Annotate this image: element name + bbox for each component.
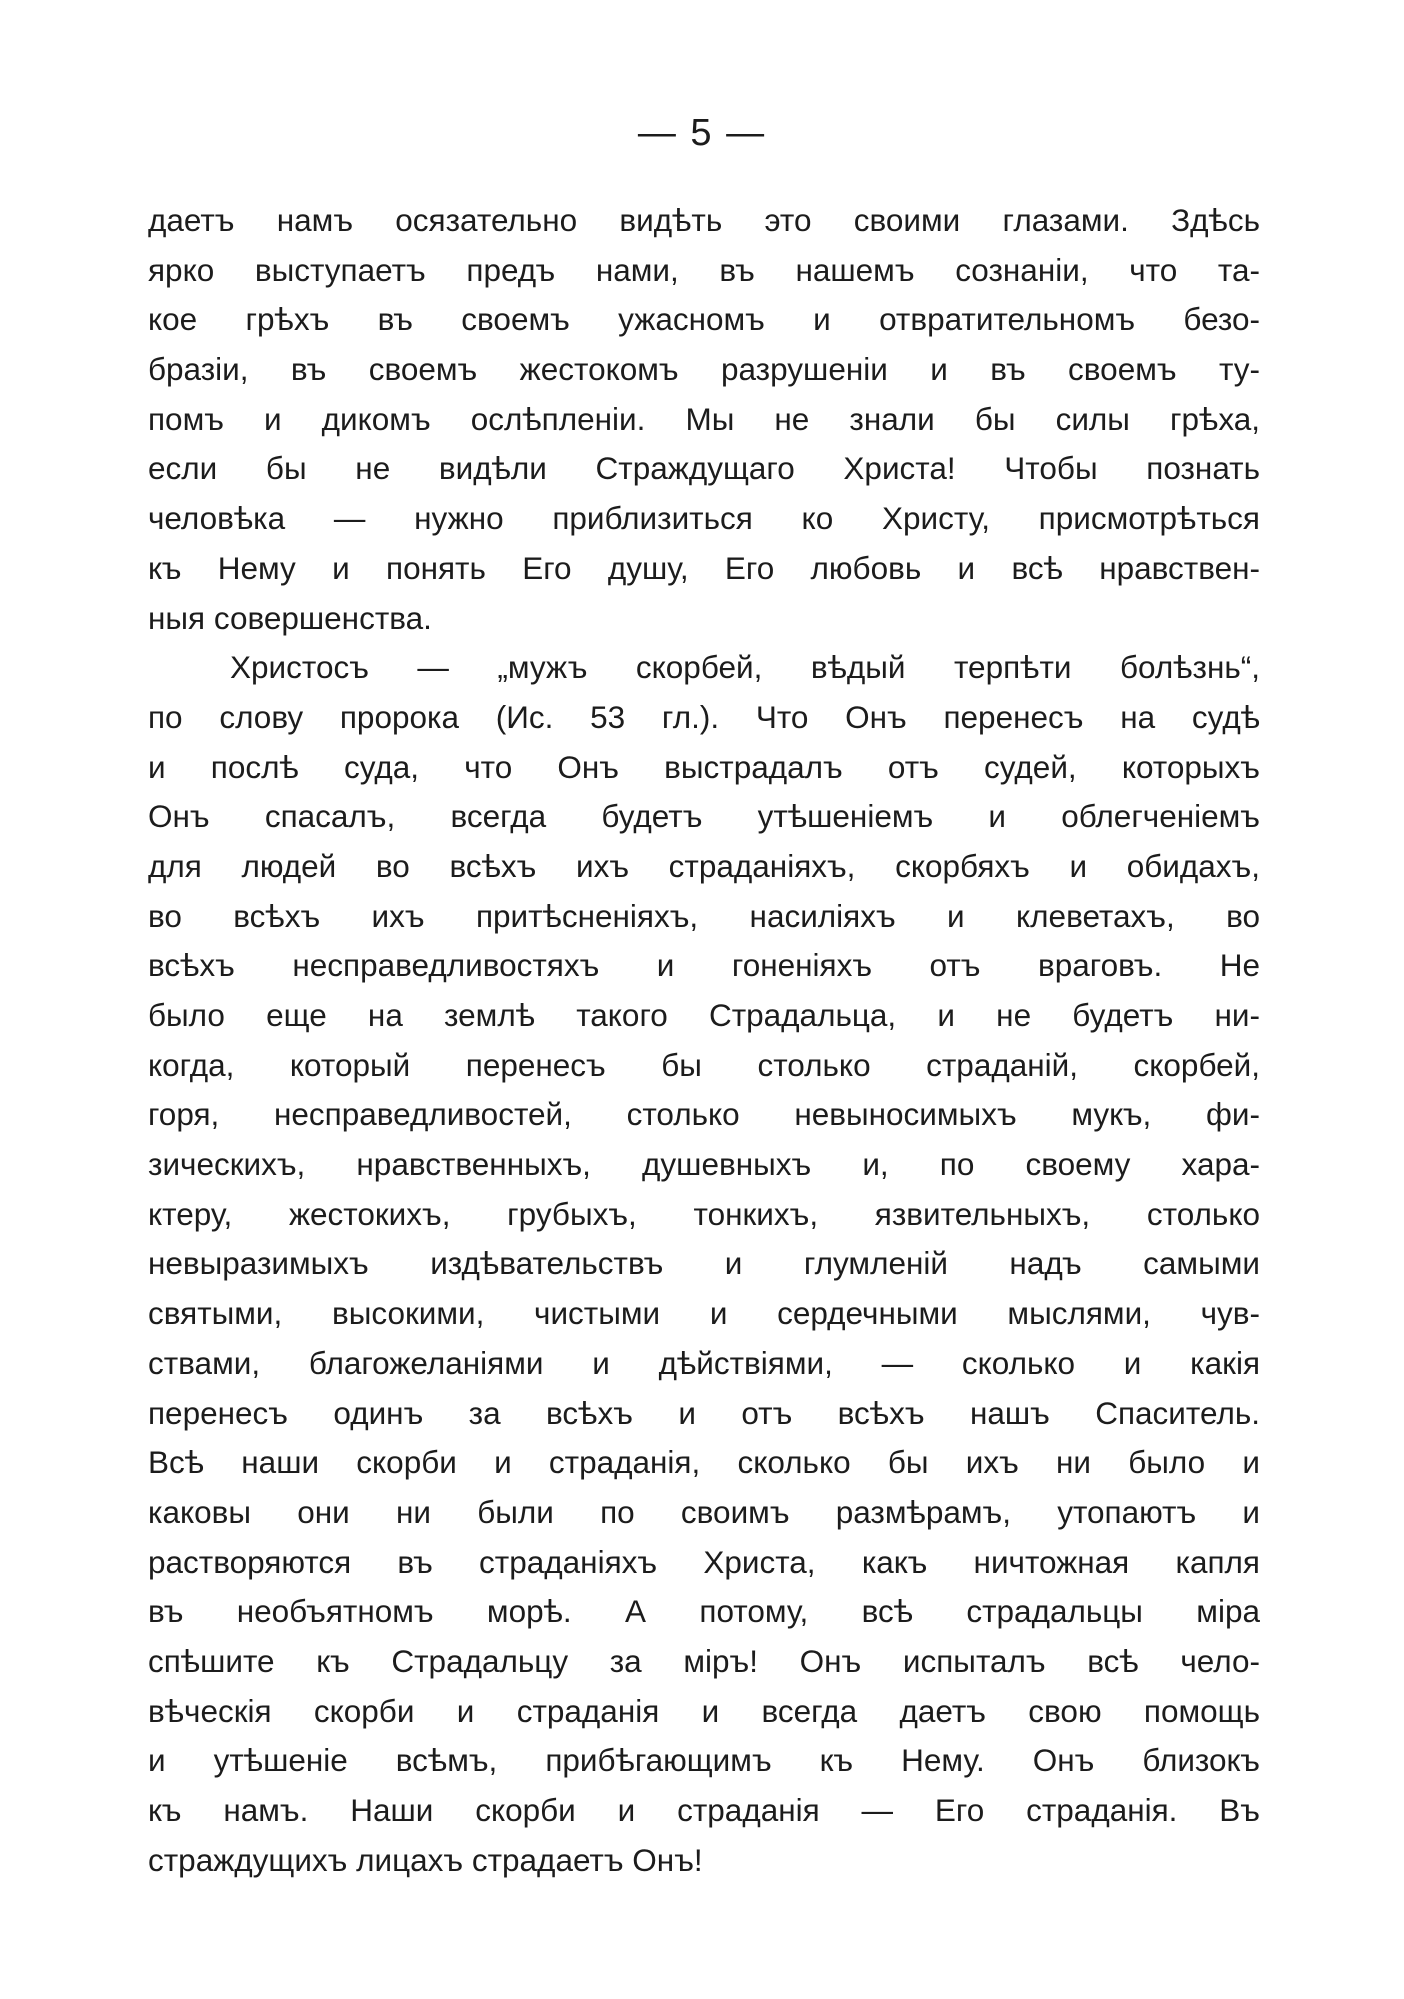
text-line: ныя совершенства. bbox=[148, 599, 432, 636]
text-line: ствами, благожеланіями и дѣйствіями, — сколько и какія bbox=[148, 1344, 1260, 1381]
text-line: кое грѣхъ въ своемъ ужасномъ и отвратительномъ безо- bbox=[148, 301, 1260, 338]
text-line: во всѣхъ ихъ притѣсненіяхъ, насиліяхъ и клеветахъ, во bbox=[148, 897, 1260, 934]
text-line: Христосъ — „мужъ скорбей, вѣдый терпѣти болѣзнь“, bbox=[230, 649, 1260, 686]
text-line: было еще на землѣ такого Страдальца, и не будетъ ни- bbox=[148, 997, 1260, 1033]
text-line: даетъ намъ осязательно видѣть это своими глазами. Здѣсь bbox=[148, 202, 1260, 238]
text-line: помъ и дикомъ ослѣпленіи. Мы не знали бы силы грѣха, bbox=[148, 400, 1260, 437]
paragraph-1 bbox=[148, 196, 1260, 643]
text-line: Всѣ наши скорби и страданія, сколько бы ихъ ни было и bbox=[148, 1444, 1260, 1481]
page-number: — 5 — bbox=[637, 112, 767, 154]
text-line: невыразимыхъ издѣвательствъ и глумленій надъ самыми bbox=[148, 1245, 1260, 1282]
text-line: ктеру, жестокихъ, грубыхъ, тонкихъ, язвительныхъ, столько bbox=[148, 1195, 1260, 1232]
text-line: и послѣ суда, что Онъ выстрадалъ отъ судей, которыхъ bbox=[148, 748, 1260, 785]
text-line: и утѣшеніе всѣмъ, прибѣгающимъ къ Нему. Онъ близокъ bbox=[148, 1742, 1260, 1779]
text-line: страждущихъ лицахъ страдаетъ Онъ! bbox=[148, 1841, 703, 1878]
text-line: каковы они ни были по своимъ размѣрамъ, утопаютъ и bbox=[148, 1493, 1260, 1530]
paragraph-2 bbox=[148, 643, 1260, 1885]
text-line: если бы не видѣли Страждущаго Христа! Чтобы познать bbox=[148, 450, 1260, 487]
text-line: когда, который перенесъ бы столько страданій, скорбей, bbox=[148, 1046, 1260, 1083]
text-line: святыми, высокими, чистыми и сердечными мыслями, чув- bbox=[148, 1295, 1260, 1332]
text-line: къ намъ. Наши скорби и страданія — Его страданія. Въ bbox=[148, 1792, 1260, 1828]
text-line: растворяются въ страданіяхъ Христа, какъ ничтожная капля bbox=[148, 1543, 1260, 1580]
text-line: всѣхъ несправедливостяхъ и гоненіяхъ отъ враговъ. Не bbox=[148, 947, 1260, 984]
text-line: горя, несправедливостей, столько невыносимыхъ мукъ, фи- bbox=[148, 1096, 1260, 1133]
text-line: зическихъ, нравственныхъ, душевныхъ и, по своему хара- bbox=[148, 1146, 1260, 1183]
text-line: спѣшите къ Страдальцу за міръ! Онъ испыталъ всѣ чело- bbox=[148, 1642, 1260, 1679]
text-line: вѣческія скорби и страданія и всегда даетъ свою помощь bbox=[148, 1692, 1260, 1729]
text-line: въ необъятномъ морѣ. А потому, всѣ страдальцы міра bbox=[148, 1593, 1260, 1630]
text-line: бразіи, въ своемъ жестокомъ разрушеніи и въ своемъ ту- bbox=[148, 351, 1260, 388]
text-line: перенесъ одинъ за всѣхъ и отъ всѣхъ нашъ Спаситель. bbox=[148, 1394, 1260, 1431]
text-line: Онъ спасалъ, всегда будетъ утѣшеніемъ и облегченіемъ bbox=[148, 798, 1260, 835]
text-line: по слову пророка (Ис. 53 гл.). Что Онъ перенесъ на судѣ bbox=[148, 698, 1260, 735]
text-line: для людей во всѣхъ ихъ страданіяхъ, скорбяхъ и обидахъ, bbox=[148, 847, 1260, 884]
body-text bbox=[148, 196, 1260, 1885]
text-line: къ Нему и понять Его душу, Его любовь и всѣ нравствен- bbox=[148, 549, 1260, 586]
text-line: человѣка — нужно приблизиться ко Христу, присмотрѣться bbox=[148, 500, 1260, 537]
text-line: ярко выступаетъ предъ нами, въ нашемъ сознаніи, что та- bbox=[148, 251, 1260, 288]
